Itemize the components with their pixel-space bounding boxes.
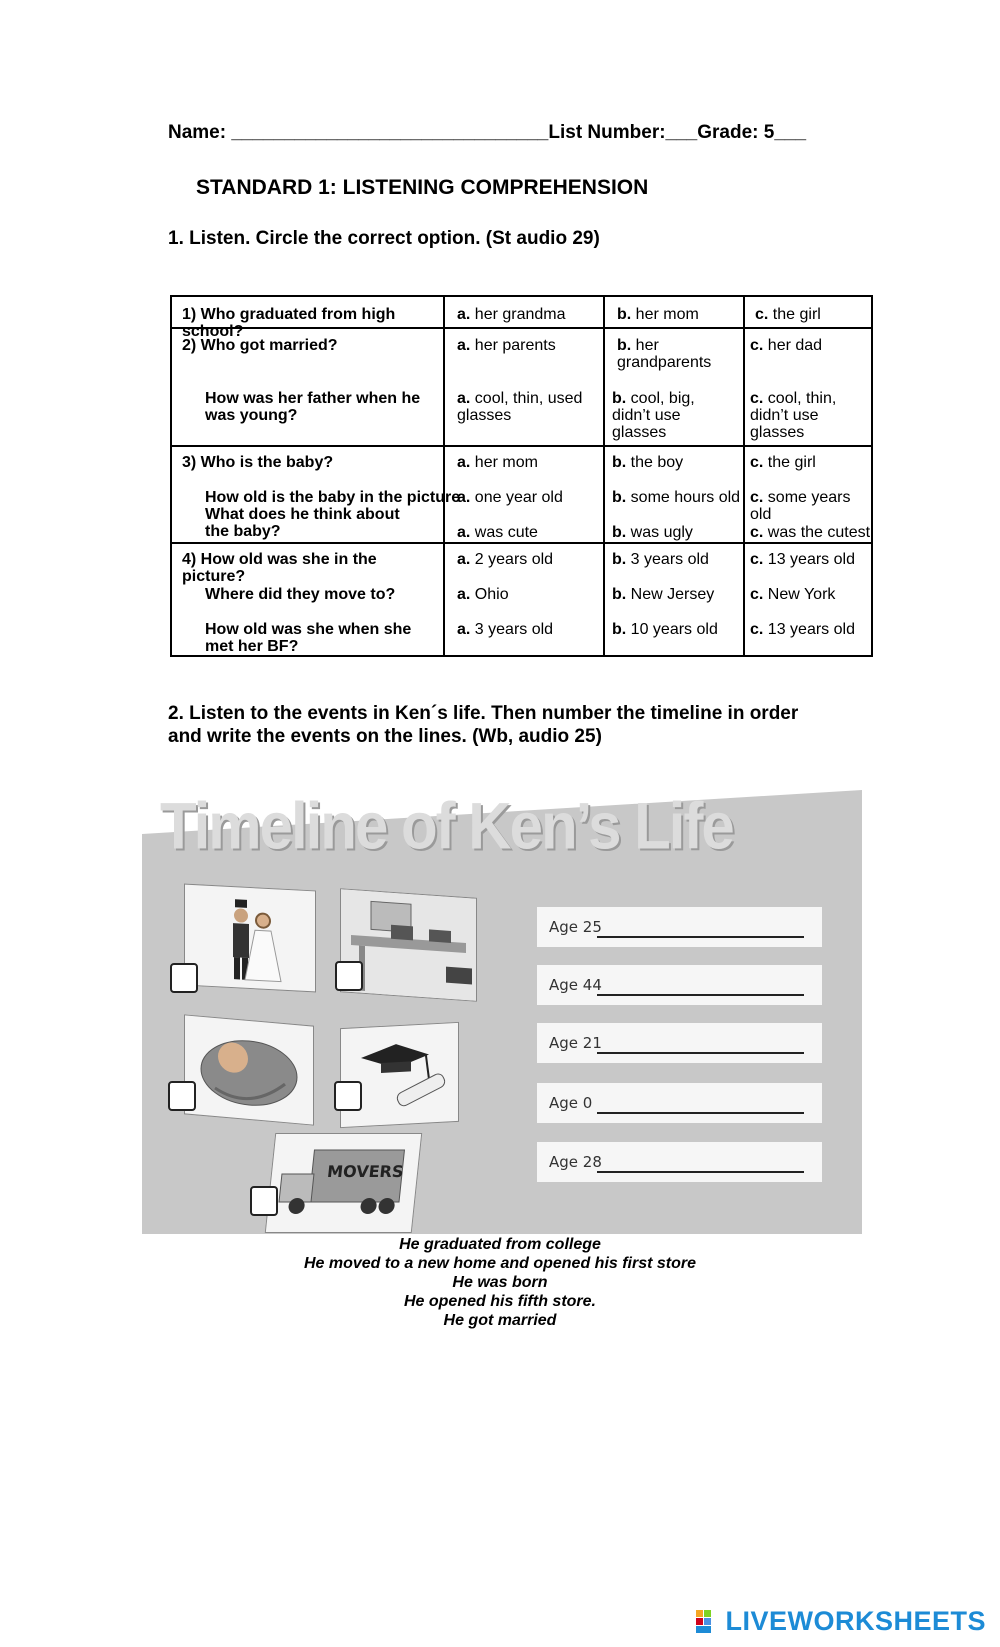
question-2b: How was her father when he was young? <box>205 390 421 424</box>
option-4b[interactable]: b. 3 years old <box>612 551 709 568</box>
question-4c: How old was she when she met her BF? <box>205 621 412 655</box>
question-4b: Where did they move to? <box>205 586 396 603</box>
standard-title: STANDARD 1: LISTENING COMPREHENSION <box>196 176 649 199</box>
event-item: He was born <box>452 1274 548 1291</box>
question-4: 4) How old was she in the picture? <box>182 551 377 585</box>
option-3c[interactable]: c. the girl <box>750 454 816 471</box>
option-3c-b[interactable]: b. was ugly <box>612 524 693 541</box>
option-3b[interactable]: b. the boy <box>612 454 684 471</box>
age-row-44[interactable]: Age 44 <box>537 965 822 1005</box>
liveworksheets-logo-icon <box>696 1610 720 1634</box>
checkbox-moving[interactable] <box>250 1186 278 1216</box>
liveworksheets-brand: LIVEWORKSHEETS <box>725 1606 986 1636</box>
option-4c[interactable]: c. 13 years old <box>750 551 855 568</box>
checkbox-office[interactable] <box>335 961 363 991</box>
moving-truck-picture <box>265 1133 423 1233</box>
option-3a[interactable]: a. her mom <box>457 454 538 471</box>
option-4c-a[interactable]: a. 3 years old <box>457 621 554 638</box>
option-2b-c[interactable]: c. cool, thin, didn’t use glasses <box>750 390 837 441</box>
option-3b-a[interactable]: a. one year old <box>457 489 563 506</box>
option-1c[interactable]: c. the girl <box>755 306 821 323</box>
option-4c-c[interactable]: c. 13 years old <box>750 621 855 638</box>
question-table <box>170 295 873 657</box>
question-3b: How old is the baby in the picture <box>205 489 461 506</box>
question-1: 1) Who graduated from high school? <box>182 306 396 340</box>
option-2b[interactable]: b. her grandparents <box>617 337 712 371</box>
movers-label: MOVERS <box>326 1162 405 1181</box>
wedding-picture <box>184 884 316 993</box>
option-2c[interactable]: c. her dad <box>750 337 823 354</box>
graduation-cap-icon <box>341 1023 458 1127</box>
timeline-title: Timeline of Ken’s Life <box>160 789 733 863</box>
section2-title-line1: 2. Listen to the events in Ken´s life. Then number the timeline in order <box>168 703 799 724</box>
option-2a[interactable]: a. her parents <box>457 337 556 354</box>
option-4c-b[interactable]: b. 10 years old <box>612 621 718 638</box>
events-list <box>0 1235 1000 1330</box>
baby-icon <box>185 1015 313 1124</box>
checkbox-wedding[interactable] <box>170 963 198 993</box>
age-row-0[interactable]: Age 0 <box>537 1083 822 1123</box>
name-line[interactable]: Name: ______________________________List Number:___Grade: 5___ <box>168 122 807 143</box>
question-3c: What does he think about the baby? <box>205 506 400 540</box>
moving-truck-icon <box>266 1134 421 1232</box>
option-4b-b[interactable]: b. New Jersey <box>612 586 715 603</box>
checkbox-graduation[interactable] <box>334 1081 362 1111</box>
graduation-picture <box>340 1022 459 1128</box>
option-4a[interactable]: a. 2 years old <box>457 551 554 568</box>
option-2b-a[interactable]: a. cool, thin, used glasses <box>457 390 583 424</box>
event-item: He got married <box>443 1312 557 1329</box>
option-4b-a[interactable]: a. Ohio <box>457 586 509 603</box>
baby-picture <box>184 1014 314 1125</box>
option-4b-c[interactable]: c. New York <box>750 586 836 603</box>
section2-title-line2: and write the events on the lines. (Wb, audio 25) <box>168 726 602 747</box>
option-3b-c[interactable]: c. some years old <box>750 489 851 523</box>
checkbox-baby[interactable] <box>168 1081 196 1111</box>
wedding-couple-icon <box>185 885 315 992</box>
age-row-21[interactable]: Age 21 <box>537 1023 822 1063</box>
question-3: 3) Who is the baby? <box>182 454 334 471</box>
age-row-25[interactable]: Age 25 <box>537 907 822 947</box>
option-2b-b[interactable]: b. cool, big, didn’t use glasses <box>612 390 695 441</box>
option-1a[interactable]: a. her grandma <box>457 306 566 323</box>
age-row-28[interactable]: Age 28 <box>537 1142 822 1182</box>
option-1b[interactable]: b. her mom <box>617 306 699 323</box>
event-item: He opened his fifth store. <box>403 1293 596 1310</box>
event-item: He graduated from college <box>399 1236 601 1253</box>
event-item: He moved to a new home and opened his first store <box>303 1255 697 1272</box>
option-3b-b[interactable]: b. some hours old <box>612 489 741 506</box>
section1-title: 1. Listen. Circle the correct option. (St audio 29) <box>168 228 600 249</box>
question-2: 2) Who got married? <box>182 337 338 354</box>
option-3c-c[interactable]: c. was the cutest <box>750 524 871 541</box>
option-3c-a[interactable]: a. was cute <box>457 524 538 541</box>
